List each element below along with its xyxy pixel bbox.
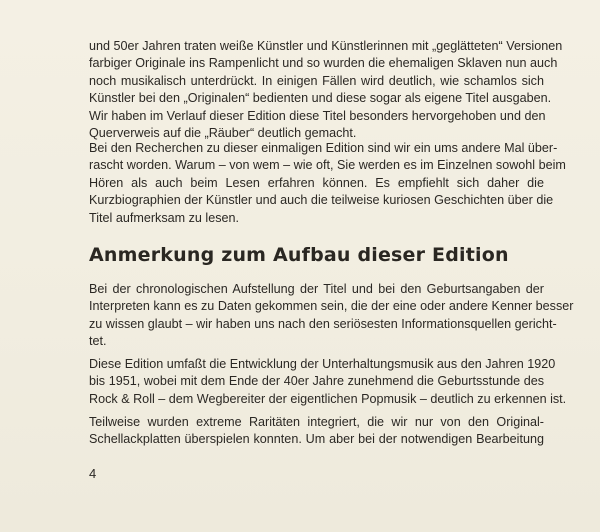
- text-line: Teilweise wurden extreme Raritäten integriert, die wir nur von den Original-: [89, 415, 544, 429]
- text-line: Künstler bei den „Originalen“ bedienten und diese sogar als eigene Titel ausgaben.: [89, 91, 552, 106]
- text-line: noch musikalisch unterdrückt. In einigen Fällen wird deutlich, wie schamlos sich: [89, 73, 544, 88]
- section-heading: Anmerkung zum Aufbau dieser Edition: [89, 244, 509, 266]
- paragraph-rarities: [89, 414, 544, 449]
- text-line: Hören als auch beim Lesen erfahren können. Es empfiehlt sich daher die: [89, 175, 544, 190]
- text-line: Bei der chronologischen Aufstellung der Titel und bei den Geburtsangaben der: [89, 282, 544, 296]
- text-line: tet.: [89, 334, 107, 349]
- text-line: zu wissen glaubt – wir haben uns nach den seriösesten Informationsquellen gericht-: [89, 316, 557, 331]
- text-line: farbiger Originale ins Rampenlicht und so wurden die ehemaligen Sklaven nun auch: [89, 56, 558, 71]
- paragraph-chronology: [89, 281, 574, 351]
- text-line: Kurzbiographien der Künstler und auch die teilweise kuriosen Geschichten über die: [89, 193, 554, 208]
- page-number: 4: [89, 466, 97, 481]
- text-line: Rock & Roll – dem Wegbereiter der eigentlichen Popmusik – deutlich zu erkennen ist.: [89, 391, 567, 406]
- paragraph-intro: [89, 38, 563, 142]
- text-line: bis 1951, wobei mit dem Ende der 40er Jahre zunehmend die Geburtsstunde des: [89, 374, 544, 389]
- text-line: Schellackplatten überspielen konnten. Um aber bei der notwendigen Bearbeitung: [89, 432, 544, 447]
- text-line: und 50er Jahren traten weiße Künstler und Künstlerinnen mit „geglätteten“ Versionen: [89, 39, 563, 53]
- text-line: Titel aufmerksam zu lesen.: [89, 210, 240, 225]
- text-line: Wir haben im Verlauf dieser Edition diese Titel besonders hervorgehoben und den: [89, 108, 546, 123]
- text-line: Bei den Recherchen zu dieser einmaligen Edition sind wir ein ums andere Mal über-: [89, 141, 558, 155]
- text-line: Querverweis auf die „Räuber“ deutlich gemacht.: [89, 126, 357, 141]
- text-line: Interpreten kann es zu Daten gekommen sein, die der eine oder andere Kenner besser: [89, 299, 574, 314]
- text-line: Diese Edition umfaßt die Entwicklung der Unterhaltungsmusik aus den Jahren 1920: [89, 357, 556, 371]
- text-line: rascht worden. Warum – von wem – wie oft, Sie werden es im Einzelnen sowohl beim: [89, 158, 566, 173]
- paragraph-research: [89, 140, 566, 227]
- paragraph-scope: [89, 356, 567, 408]
